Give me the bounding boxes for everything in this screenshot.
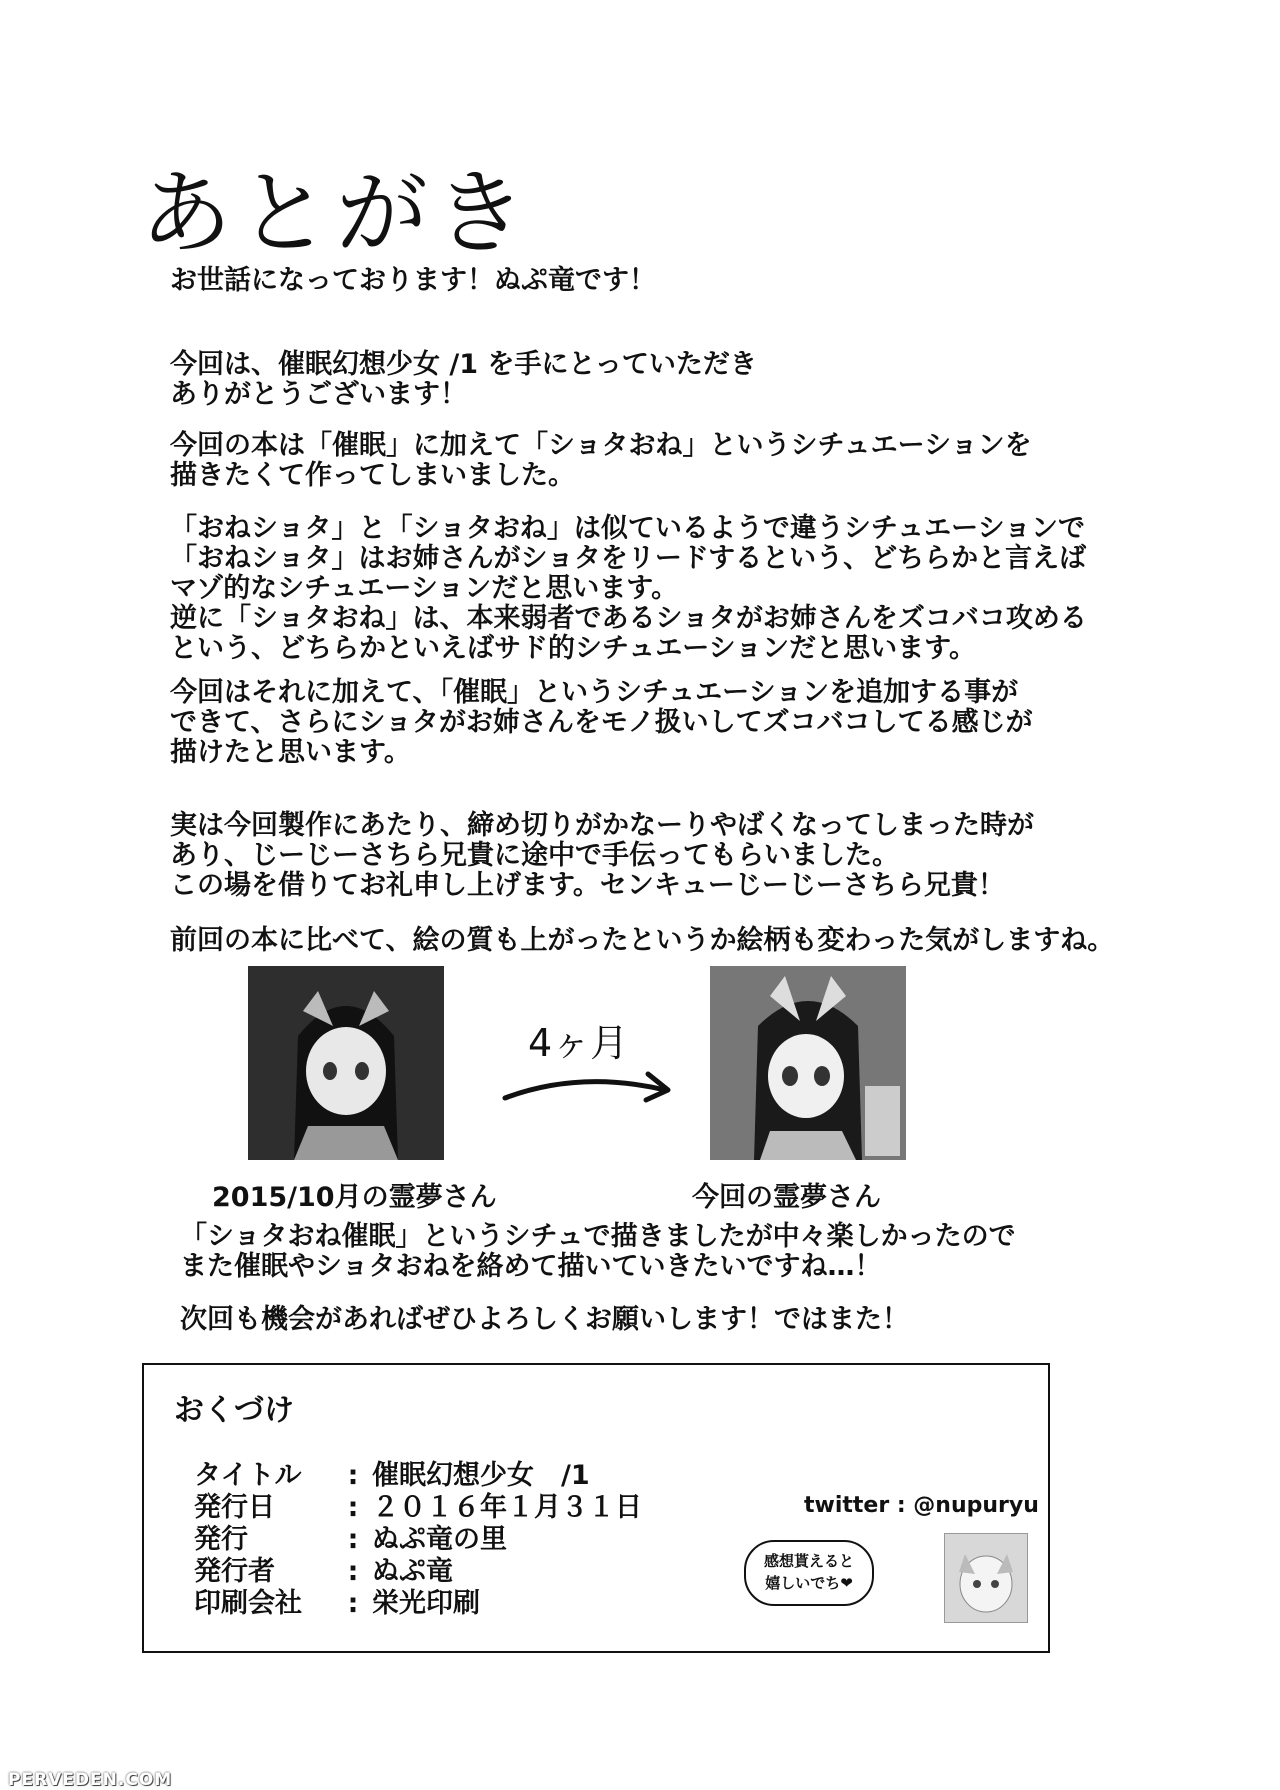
paragraph: お世話になっております！ぬぷ竜です！	[170, 265, 656, 296]
row-colon: :	[347, 1460, 359, 1491]
row-colon: :	[347, 1492, 359, 1523]
row-key: タイトル	[194, 1460, 302, 1491]
arrow-label: 4ヶ月	[528, 1021, 629, 1065]
row-key: 印刷会社	[194, 1588, 302, 1619]
row-key: 発行日	[194, 1492, 275, 1523]
row-colon: :	[347, 1588, 359, 1619]
colophon-row	[194, 1460, 642, 1492]
paragraph: 「おねショタ」と「ショタおね」は似ているようで違うシチュエーションで 「おねショタ」はお姉さんがショタをリードするという、どちらかと言えば マゾ的なシチュエーションだと思います。 逆に「ショタおね」は、本来弱者であるショタがお姉さんをズコバコ攻める という、どちらかといえばサド的シチュエーションだと思います。	[170, 513, 1087, 664]
colophon-row	[194, 1588, 642, 1620]
row-value: ぬぷ竜	[372, 1556, 453, 1587]
bubble-text: 感想貰えると 嬉しいでち❤	[763, 1552, 854, 1592]
colophon-rows	[194, 1460, 642, 1620]
colophon-row	[194, 1524, 642, 1556]
author-avatar	[944, 1533, 1028, 1623]
paragraph: 前回の本に比べて、絵の質も上がったというか絵柄も変わった気がしますね。	[170, 925, 1115, 956]
paragraph: 「ショタおね催眠」というシチュで描きましたが中々楽しかったので また催眠やショタおねを絡めて描いていきたいですね…！	[180, 1221, 1016, 1282]
row-key: 発行者	[194, 1556, 275, 1587]
paragraph: 今回の本は「催眠」に加えて「ショタおね」というシチュエーションを 描きたくて作ってしまいました。	[170, 430, 1032, 491]
new-reimu-illustration	[710, 966, 906, 1160]
paragraph: 今回はそれに加えて、「催眠」というシチュエーションを追加する事が できて、さらにショタがお姉さんをモノ扱いしてズコバコしてる感じが 描けたと思います。	[170, 677, 1033, 768]
row-colon: :	[347, 1524, 359, 1555]
illustration-placeholder-icon	[710, 966, 906, 1160]
page-title: あとがき	[140, 160, 533, 267]
colophon-row	[194, 1556, 642, 1588]
old-caption: 2015/10月の霊夢さん	[212, 1182, 497, 1213]
twitter-handle: twitter : @nupuryu	[804, 1493, 1039, 1518]
new-caption: 今回の霊夢さん	[692, 1182, 881, 1213]
row-colon: :	[347, 1556, 359, 1587]
row-value: 栄光印刷	[372, 1588, 480, 1619]
right-arrow-icon	[500, 1060, 680, 1110]
colophon-row	[194, 1492, 642, 1524]
row-value: 催眠幻想少女 /1	[372, 1460, 590, 1491]
colophon-heading: おくづけ	[174, 1393, 294, 1428]
paragraph: 今回は、催眠幻想少女 /1 を手にとっていただき ありがとうございます！	[170, 349, 757, 410]
colophon-box	[142, 1363, 1050, 1653]
watermark: PERVEDEN.COM	[8, 1770, 173, 1790]
illustration-placeholder-icon	[248, 966, 444, 1160]
row-key: 発行	[194, 1524, 248, 1555]
old-reimu-illustration	[248, 966, 444, 1160]
paragraph: 実は今回製作にあたり、締め切りがかなーりやばくなってしまった時が あり、じーじーさちら兄貴に途中で手伝ってもらいました。 この場を借りてお礼申し上げます。センキューじーじーさちら兄貴！	[170, 810, 1034, 901]
row-value: ２０１６年１月３１日	[372, 1492, 642, 1523]
row-value: ぬぷ竜の里	[372, 1524, 507, 1555]
paragraph: 次回も機会があればぜひよろしくお願いします！ではまた！	[180, 1304, 909, 1335]
avatar-icon	[945, 1534, 1027, 1622]
speech-bubble	[744, 1540, 874, 1606]
